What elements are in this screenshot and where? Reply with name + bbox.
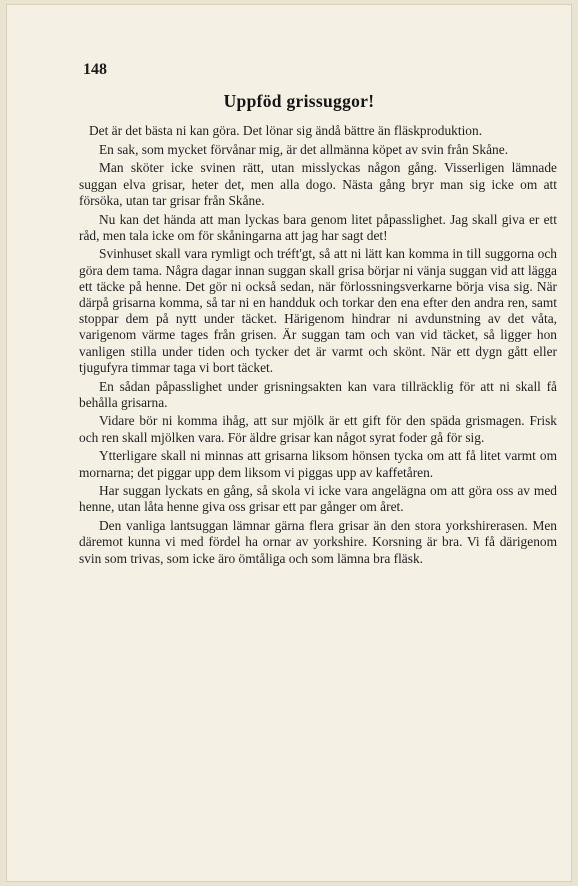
book-page (6, 4, 572, 882)
paragraph: En sådan påpasslighet under grisningsakten kan vara tillräcklig för att ni skall få behålla grisarna. (79, 378, 557, 410)
paragraph: En sak, som mycket förvånar mig, är det allmänna köpet av svin från Skåne. (99, 141, 509, 157)
paragraph: Vidare bör ni komma ihåg, att sur mjölk är ett gift för den späda grismagen. Frisk och ren skall mjölken vara. För äldre grisar kan något syrat foder gå för sig. (79, 413, 557, 445)
paragraph: Har suggan lyckats en gång, så skola vi icke vara angelägna om att göra oss av med henne, utan låta henne giva oss grisar ett par gånger om året. (79, 483, 557, 515)
body-text (79, 123, 557, 569)
paragraph: Svinhuset skall vara rymligt och tréft'gt, så att ni lätt kan komma in till suggorna och göra dem tama. Några dagar innan suggan skall grisa börjar ni vänja suggan vid att lägga ett täcke på henne. Det gör ni också sedan, när förlossningsverkarne börja visa sig. När därpå grisarna komma, så tar ni en handduk och torkar den ena efter den andra ren, samt stoppar dem på nytt under täcket. Härigenom hindrar ni avdunstning av det våta, varigenom värme tages från grisen. Är suggan tam och van vid täcket, så ligger hon vanligen stilla under tiden och tycker det är varmt och skönt. När ett dygn gått eller tjugufyra timmar taga vi bort täcket. (79, 246, 557, 375)
chapter-title: Uppföd grissuggor! (223, 91, 375, 111)
paragraph: Den vanliga lantsuggan lämnar gärna flera grisar än den stora yorkshirerasen. Men däremot kunna vi med fördel ha ornar av yorkshire. Korsning är bra. Vi få därigenom svin som trivas, som icke äro ömtåliga och som lämna bra fläsk. (79, 518, 557, 566)
paragraph: Ytterligare skall ni minnas att grisarna liksom hönsen tycka om att få litet varmt om mornarna; det piggar upp dem liksom vi piggas upp av kaffetåren. (79, 448, 557, 480)
paragraph: Man sköter icke svinen rätt, utan misslyckas någon gång. Visserligen lämnade suggan elva grisar, heter det, men alla dogo. Nästa gång bryr man sig icke om att försöka, utan tar grisar från Skåne. (79, 160, 557, 208)
paragraph: Nu kan det hända att man lyckas bara genom litet påpasslighet. Jag skall giva er ett råd, men tala icke om för skåningarna att jag har sagt det! (79, 211, 557, 243)
page-number: 148 (83, 61, 107, 78)
paragraph: Det är det bästa ni kan göra. Det lönar sig ändå bättre än fläskproduktion. (89, 123, 483, 138)
